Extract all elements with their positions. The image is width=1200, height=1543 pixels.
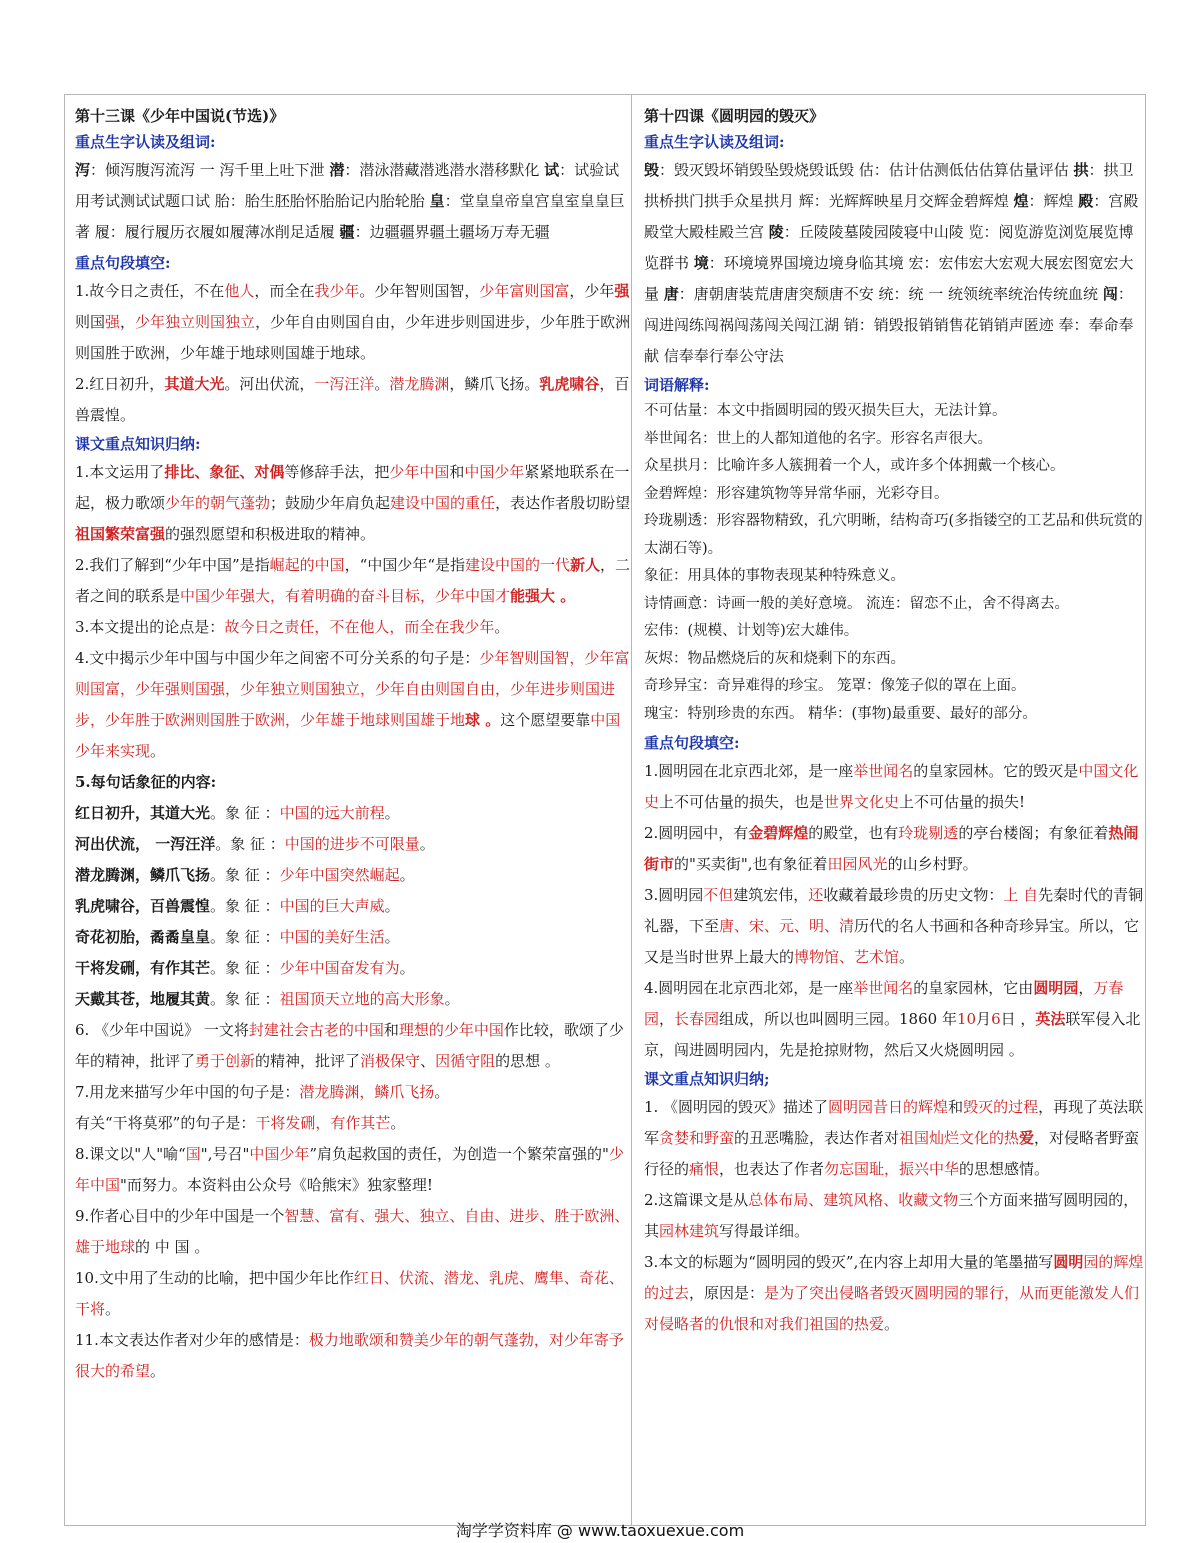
text-run: 8.课文以"人"喻“	[75, 1145, 186, 1163]
text-run: 田园风光	[827, 855, 888, 873]
paragraph	[644, 1092, 1145, 1185]
text-run: 3.圆明园	[643, 886, 704, 904]
text-run: 1. 《圆明园的毁灭》描述了	[643, 1098, 829, 1116]
text-run: 勿忘国耻，振兴中华	[824, 1160, 960, 1178]
text-run: 1.圆明园在北京西北郊，是一座	[643, 762, 854, 780]
text-run: 。	[384, 928, 400, 946]
text-run: 新人	[570, 556, 601, 574]
text-run: 的山乡村野。	[887, 855, 978, 873]
word-definition: 瑰宝：特别珍贵的东西。 精华：(事物)最重要、最好的部分。	[643, 705, 1037, 722]
text-run: 中国的巨大声威	[279, 897, 385, 915]
paragraph	[75, 953, 631, 984]
text-run: 上不可估量的损失，也是	[658, 793, 824, 811]
text-run: 日 ，	[1000, 1010, 1036, 1028]
text-run: ：闯进闯练闯祸闯荡闯关闯江湖 销：销毁报销销售花销销声匿迹 奉：奉命奉献 信奉奉行奉公守法	[643, 285, 1134, 365]
text-run: 。	[374, 375, 390, 393]
text-run: 、	[420, 1052, 436, 1070]
word-definition: 诗情画意：诗画一般的美好意境。 流连：留恋不止，舍不得离去。	[643, 595, 1070, 612]
text-run: 球 。	[465, 711, 501, 729]
text-run: ：试验试用考试测试试题口试 胎：胎生胚胎怀胎胎记内胎轮胎	[75, 161, 620, 210]
text-run: 中国文化史	[643, 762, 1139, 811]
text-run: 。	[883, 1315, 899, 1333]
text-run: 写得最详细。	[718, 1222, 809, 1240]
text-run: 干将发硎，有作其芒	[255, 1114, 391, 1132]
text-run: 园林建筑	[658, 1222, 719, 1240]
text-run: 国	[185, 1145, 201, 1163]
text-run: 联军侵入北京，闯进圆明园内，先是抢掠财物，然后又火烧圆明园 。	[643, 1010, 1141, 1059]
text-run: ，也表达了作者	[718, 1160, 824, 1178]
text-run: 封建社会古老的中国	[248, 1021, 384, 1039]
text-run: 贪婪和野蛮	[658, 1129, 734, 1147]
text-run: 少年独立则国独立	[135, 313, 256, 331]
text-run: 疆	[339, 223, 355, 241]
footer-watermark: 淘学学资料库 @ www.taoxuexue.com	[455, 1521, 745, 1540]
paragraph	[75, 550, 631, 612]
text-run: 10	[956, 1010, 977, 1028]
text-run: 潜龙腾渊，鳞爪飞扬	[299, 1083, 435, 1101]
text-run: 祖国繁荣富强	[75, 525, 166, 543]
text-run: 。少年智则国智，	[359, 282, 480, 300]
text-run: 是为了突出侵略者毁灭圆明园的罪行，从而更能激发人们对侵略者的仇恨和对我们祖国的热爱	[643, 1284, 1139, 1333]
text-run: ，	[1078, 979, 1094, 997]
paragraph	[75, 276, 631, 369]
text-run: 闯	[1102, 285, 1118, 303]
lesson-14-vocab-heading: 重点生字认读及组词:	[643, 133, 785, 151]
text-run: 4.圆明园在北京西北郊，是一座	[643, 979, 854, 997]
text-run: ，少年	[569, 282, 615, 300]
text-run: 玲珑剔透	[898, 824, 959, 842]
text-run: 1.本文运用了	[75, 463, 165, 481]
paragraph	[75, 643, 631, 767]
text-run: 举世闻名	[853, 979, 914, 997]
lesson-13-vocab	[75, 155, 631, 248]
text-run: 组成，所以也叫圆明三园。1860 年	[719, 1010, 957, 1028]
text-run: 4.文中揭示少年中国与中国少年之间密不可分关系的句子是：	[75, 649, 480, 667]
lesson-14-knowledge-heading: 课文重点知识归纳;	[643, 1070, 770, 1088]
text-run: ：潜泳潜藏潜逃潜水潜移默化	[344, 161, 545, 179]
lesson-13-knowledge-list	[75, 457, 631, 1387]
text-run: 。	[384, 897, 400, 915]
text-run: 。象 征 ：	[210, 928, 280, 946]
paragraph	[75, 1325, 631, 1387]
paragraph	[75, 1108, 631, 1139]
text-run: 的"买卖街",也有象征着	[673, 855, 828, 873]
text-run: 我少年	[314, 282, 360, 300]
word-definition: 灰烬：物品燃烧后的灰和烧剩下的东西。	[643, 650, 905, 667]
text-run: 唐、宋、元、明、清	[718, 917, 854, 935]
text-run: 圆明园昔日的辉煌	[828, 1098, 949, 1116]
text-run: 。	[150, 742, 166, 760]
text-run: 热闹街市	[643, 824, 1139, 873]
text-run: 还	[808, 886, 824, 904]
text-run: 因循守阻	[435, 1052, 496, 1070]
text-run: 金碧辉煌	[748, 824, 809, 842]
text-run: 的亭台楼阁；有象征着	[958, 824, 1109, 842]
text-run: 月	[976, 1010, 992, 1028]
lesson-14-fill-heading: 重点句段填空:	[643, 734, 740, 752]
text-run: ：边疆疆界疆土疆场万寿无疆	[354, 223, 550, 241]
paragraph	[75, 860, 631, 891]
text-run: 中国的美好生活	[279, 928, 385, 946]
text-run: 则国	[75, 313, 106, 331]
text-run: 理想的少年中国	[398, 1021, 504, 1039]
text-run: 的皇家园林。它的毁灭是	[913, 762, 1079, 780]
text-run: 殿	[1078, 192, 1094, 210]
worksheet	[64, 94, 1146, 1526]
text-run: 。	[399, 866, 415, 884]
text-run: ，	[658, 1010, 674, 1028]
text-run: 先秦时代的青铜礼器，下至	[643, 886, 1144, 935]
word-definition: 奇珍异宝：奇异难得的珍宝。 笼罩：像笼子似的罩在上面。	[643, 678, 1026, 694]
text-run: 中国的进步不可限量	[284, 835, 420, 853]
word-definition: 不可估量：本文中指圆明园的毁灭损失巨大，无法计算。	[643, 403, 1007, 419]
text-run: 。	[384, 804, 400, 822]
text-run: 收藏着最珍贵的历史文物：	[823, 886, 1004, 904]
text-run: 有关“干将莫邪”的句子是：	[75, 1114, 256, 1132]
text-run: 强	[614, 282, 630, 300]
text-run: 河出伏流， 一泻汪洋	[75, 835, 216, 853]
paragraph	[75, 1201, 631, 1263]
text-run: 6. 《少年中国说》 一文将	[75, 1021, 249, 1039]
text-run: 能强大 。	[510, 587, 576, 605]
text-run: 中国的远大前程	[279, 804, 385, 822]
text-run: 红日初升，其道大光	[75, 804, 211, 822]
text-run: 长春园	[673, 1010, 719, 1028]
text-run: 的思想 。	[495, 1052, 560, 1070]
text-run: 境	[693, 254, 709, 272]
text-run: 潜龙腾渊	[389, 375, 450, 393]
paragraph	[75, 457, 631, 550]
text-run: 泻	[75, 161, 91, 179]
text-run: "而努力。本资料由公众号《哈熊宋》独家整理!	[120, 1176, 433, 1194]
text-run: 乳虎啸谷	[539, 375, 600, 393]
lesson-13-title: 第十三课《少年中国说(节选)》	[75, 107, 285, 125]
text-run: ，而全在	[254, 282, 315, 300]
text-run: ，“中国少年“是指	[344, 556, 466, 574]
text-run: 少年智则国智，少年富则国富，少年强则国强，少年独立则国独立，少年自由则国自由，少年进步则国进步，少年胜于欧洲则国胜于欧洲，少年雄于地球则国雄于地	[75, 649, 630, 729]
text-run: 2.圆明园中，有	[643, 824, 749, 842]
text-run: 少年中国	[389, 463, 450, 481]
text-run: 毁	[643, 161, 659, 179]
text-run: 皇	[429, 192, 445, 210]
text-run: 祖国顶天立地的高大形象	[279, 990, 445, 1008]
text-run: 紧紧地联系在一起，极力歌颂	[75, 463, 630, 512]
text-run: ",号召"	[200, 1145, 250, 1163]
text-run: 9.作者心目中的少年中国是一个	[75, 1207, 285, 1225]
text-run: 智慧、富有、强大、独立、自由、进步、胜于欧洲、雄于地球	[75, 1207, 630, 1256]
word-definition: 众星拱月：比喻许多人簇拥着一个人，或许多个体拥戴一个核心。	[643, 458, 1065, 474]
text-run: ，百兽震惶。	[75, 375, 630, 424]
text-run: 的殿堂，也有	[808, 824, 899, 842]
text-run: 。	[105, 1300, 121, 1318]
paragraph	[75, 922, 631, 953]
text-run: 世界文化史	[823, 793, 899, 811]
text-run: 举世闻名	[853, 762, 914, 780]
text-run: 建设中国的一代	[465, 556, 571, 574]
text-run: ，原因是：	[688, 1284, 764, 1302]
text-run: 唐	[663, 285, 679, 303]
text-run: 和	[948, 1098, 964, 1116]
text-run: 排比、象征、对偶	[164, 463, 285, 481]
text-run: 圆明园	[1033, 979, 1079, 997]
text-run: 中国少年	[464, 463, 525, 481]
paragraph	[75, 1139, 631, 1201]
text-run: 。象 征 ：	[210, 990, 280, 1008]
text-run: 毁灭的过程	[963, 1098, 1039, 1116]
lesson-13-fill-heading: 重点句段填空:	[75, 254, 171, 272]
text-run: 极力地歌颂和赞美少年的朝气蓬勃，对少年寄予很大的希望	[75, 1331, 624, 1380]
text-run: 万春园	[643, 979, 1124, 1028]
text-run: 。河出伏流，	[224, 375, 315, 393]
text-run: 的 中 国 。	[135, 1238, 210, 1256]
text-run: ，再现了英法联军	[643, 1098, 1144, 1147]
text-run: 。	[434, 1083, 450, 1101]
text-run: ，对侵略者野蛮行径的	[643, 1129, 1140, 1178]
text-run: ；鼓励少年肩负起	[270, 494, 391, 512]
text-run: 红日、伏流、潜龙、乳虎、鹰隼、奇花、干将	[75, 1269, 624, 1318]
text-run: 强	[105, 313, 121, 331]
text-run: 等修辞手法，把	[284, 463, 390, 481]
word-definition: 玲珑剔透：形容器物精致，孔穴明晰，结构奇巧(多指镂空的工艺品和供玩赏的太湖石等)。	[643, 513, 1143, 557]
text-run: 英法	[1035, 1010, 1066, 1028]
paragraph	[644, 756, 1145, 818]
text-run: 。	[150, 1362, 166, 1380]
text-run: ，二者之间的联系是	[75, 556, 631, 605]
text-run: 的强烈愿望和积极进取的精神。	[165, 525, 376, 543]
text-run: 中国少年	[249, 1145, 310, 1163]
text-run: 2.我们了解到“少年中国”是指	[75, 556, 270, 574]
text-run: 园的辉煌的过去	[643, 1253, 1144, 1302]
lesson-14-knowledge-list	[644, 1092, 1145, 1340]
word-definition: 举世闻名：世上的人都知道他的名字。形容名声很大。	[643, 430, 992, 447]
lesson-14-vocab	[644, 155, 1145, 372]
text-run: 中国少年来实现	[75, 711, 621, 760]
text-run: 潜龙腾渊，鳞爪飞扬	[75, 866, 211, 884]
lesson-14-title: 第十四课《圆明园的毁灭》	[643, 107, 824, 125]
lesson-14-column	[632, 95, 1145, 1525]
text-run: 少年中国突然崛起	[279, 866, 400, 884]
text-run: 。象 征 ：	[210, 804, 280, 822]
text-run: 这个愿望要靠	[500, 711, 591, 729]
text-run: 3.本文的标题为“圆明园的毁灭”,在内容上却用大量的笔墨描写	[643, 1253, 1054, 1271]
text-run: ：辉煌	[1028, 192, 1079, 210]
text-run: 。	[494, 618, 510, 636]
text-run: ”肩负起救国的责任，为创造一个繁荣富强的"	[309, 1145, 609, 1163]
text-run: 的精神，批评了	[255, 1052, 361, 1070]
text-run: 圆明	[1053, 1253, 1084, 1271]
text-run: 11.本文表达作者对少年的感情是：	[75, 1331, 309, 1349]
text-run: 崛起的中国	[269, 556, 345, 574]
text-run: 的皇家园林，它由	[913, 979, 1034, 997]
text-run: ，表达作者殷切盼望	[495, 494, 631, 512]
text-run: 5.每句话象征的内容:	[75, 773, 217, 791]
text-run: ：丘陵陵墓陵园陵寝中山陵 览：阅览游览浏览展览博览群书	[643, 223, 1134, 272]
text-run: 消极保守	[360, 1052, 421, 1070]
text-run: 总体布局、建筑风格、收藏文物	[748, 1191, 959, 1209]
text-run: 上不可估量的损失!	[899, 793, 1026, 811]
text-run: 6	[991, 1010, 1001, 1028]
text-run: 。象 征 ：	[210, 866, 280, 884]
text-run: 。	[444, 990, 460, 1008]
lesson-14-fill-list	[644, 756, 1145, 1066]
lesson-13-column	[65, 95, 632, 1525]
text-run: 干将发硎，有作其芒	[75, 959, 211, 977]
word-definition: 象征：用具体的事物表现某种特殊意义。	[643, 568, 905, 584]
text-run: 作比较，歌颂了少年的精神，批评了	[75, 1021, 624, 1070]
text-run: 2.这篇课文是从	[643, 1191, 749, 1209]
word-definition: 金碧辉煌：形容建筑物等异常华丽，光彩夺目。	[643, 485, 949, 502]
text-run: 勇于创新	[195, 1052, 256, 1070]
text-run: 乳虎啸谷，百兽震惶	[75, 897, 211, 915]
text-run: 少年中国奋发有为	[279, 959, 400, 977]
text-run: 和	[449, 463, 465, 481]
text-run: 。	[898, 948, 914, 966]
text-run: 痛恨	[688, 1160, 719, 1178]
paragraph	[644, 880, 1145, 973]
text-run: 三个方面来描写圆明园的，其	[643, 1191, 1139, 1240]
text-run: 1.故今日之责任，不在	[75, 282, 225, 300]
text-run: 和	[383, 1021, 399, 1039]
text-run: 少年中国	[75, 1145, 624, 1194]
paragraph	[75, 984, 631, 1015]
text-run: 的思想感情。	[959, 1160, 1050, 1178]
paragraph	[644, 818, 1145, 880]
paragraph	[75, 798, 631, 829]
paragraph	[644, 973, 1145, 1066]
paragraph	[75, 612, 631, 643]
text-run: 。象 征 ：	[210, 897, 280, 915]
text-run: 。	[390, 1114, 406, 1132]
text-run: 故今日之责任，不在他人，而全在我少年	[224, 618, 495, 636]
paragraph	[75, 767, 631, 798]
text-run: ，少年自由则国自由，少年进步则国进步，少年胜于欧洲则国胜于欧洲，少年雄于地球则国雄于地球。	[75, 313, 631, 362]
paragraph	[644, 1247, 1145, 1340]
text-run: 3.本文提出的论点是：	[75, 618, 225, 636]
text-run: ：环境境界国境边境身临其境 宏：宏伟宏大宏观大展宏图宽宏大量	[643, 254, 1134, 303]
text-run: 祖国灿烂文化的热	[899, 1129, 1020, 1147]
text-run: 。	[419, 835, 435, 853]
text-run: 7.用龙来描写少年中国的句子是：	[75, 1083, 300, 1101]
paragraph	[75, 829, 631, 860]
text-run: 奇花初胎，矞矞皇皇	[75, 928, 211, 946]
text-run: ：唐朝唐装荒唐唐突颓唐不安 统：统 一 统领统率统治传统血统	[678, 285, 1103, 303]
text-run: ：堂皇皇帝皇宫皇室皇皇巨著 履：履行履历衣履如履薄冰削足适履	[75, 192, 625, 241]
lesson-13-knowledge-heading: 课文重点知识归纳:	[75, 435, 201, 453]
paragraph	[75, 1263, 631, 1325]
paragraph	[75, 1077, 631, 1108]
paragraph	[75, 369, 631, 431]
lesson-14-words-list	[644, 398, 1145, 728]
text-run: 潜	[329, 161, 345, 179]
text-run: 建筑宏伟，	[733, 886, 809, 904]
text-run: ，	[120, 313, 136, 331]
text-run: ：毁灭毁坏销毁坠毁烧毁诋毁 估：估计估测低估估算估量评估	[658, 161, 1074, 179]
paragraph	[644, 1185, 1145, 1247]
text-run: 煌	[1013, 192, 1029, 210]
lesson-14-words-heading: 词语解释:	[643, 376, 710, 394]
lesson-13-fill-list	[75, 276, 631, 431]
text-run: 的丑恶嘴脸，表达作者对	[733, 1129, 899, 1147]
text-run: 。	[399, 959, 415, 977]
text-run: 少年富则国富	[479, 282, 570, 300]
text-run: 拱	[1073, 161, 1089, 179]
paragraph	[75, 1015, 631, 1077]
text-run: 建设中国的重任	[390, 494, 496, 512]
text-run: 上 自	[1003, 886, 1039, 904]
paragraph	[75, 891, 631, 922]
text-run: 不但	[703, 886, 734, 904]
lesson-13-vocab-heading: 重点生字认读及组词:	[75, 133, 216, 151]
text-run: 天戴其苍，地履其黄	[75, 990, 211, 1008]
text-run: 10.文中用了生动的比喻，把中国少年比作	[75, 1269, 354, 1287]
text-run: 爱	[1019, 1129, 1035, 1147]
text-run: ：拱卫拱桥拱门拱手众星拱月 辉：光辉辉映星月交辉金碧辉煌	[643, 161, 1134, 210]
text-run: 试	[544, 161, 560, 179]
text-run: 中国少年强大，有着明确的奋斗目标，少年中国才	[180, 587, 511, 605]
text-run: 。象 征 ：	[210, 959, 280, 977]
text-run: 历代的名人书画和各种奇珍异宝。所以，它又是当时世界上最大的	[643, 917, 1139, 966]
text-run: 少年的朝气蓬勃	[165, 494, 271, 512]
text-run: 博物馆、艺术馆	[793, 948, 899, 966]
text-run: 2.红日初升，	[75, 375, 165, 393]
text-run: ：宫殿殿堂大殿桂殿兰宫	[643, 192, 1139, 241]
word-definition: 宏伟：(规模、计划等)宏大雄伟。	[643, 623, 859, 639]
text-run: ，鳞爪飞扬。	[449, 375, 540, 393]
text-run: 其道大光	[164, 375, 225, 393]
text-run: 陵	[768, 223, 784, 241]
text-run: 他人	[224, 282, 255, 300]
text-run: ：倾泻腹泻流泻 一 泻千里上吐下泄	[90, 161, 330, 179]
text-run: 一泻汪洋	[314, 375, 375, 393]
text-run: 。象 征 ：	[215, 835, 285, 853]
